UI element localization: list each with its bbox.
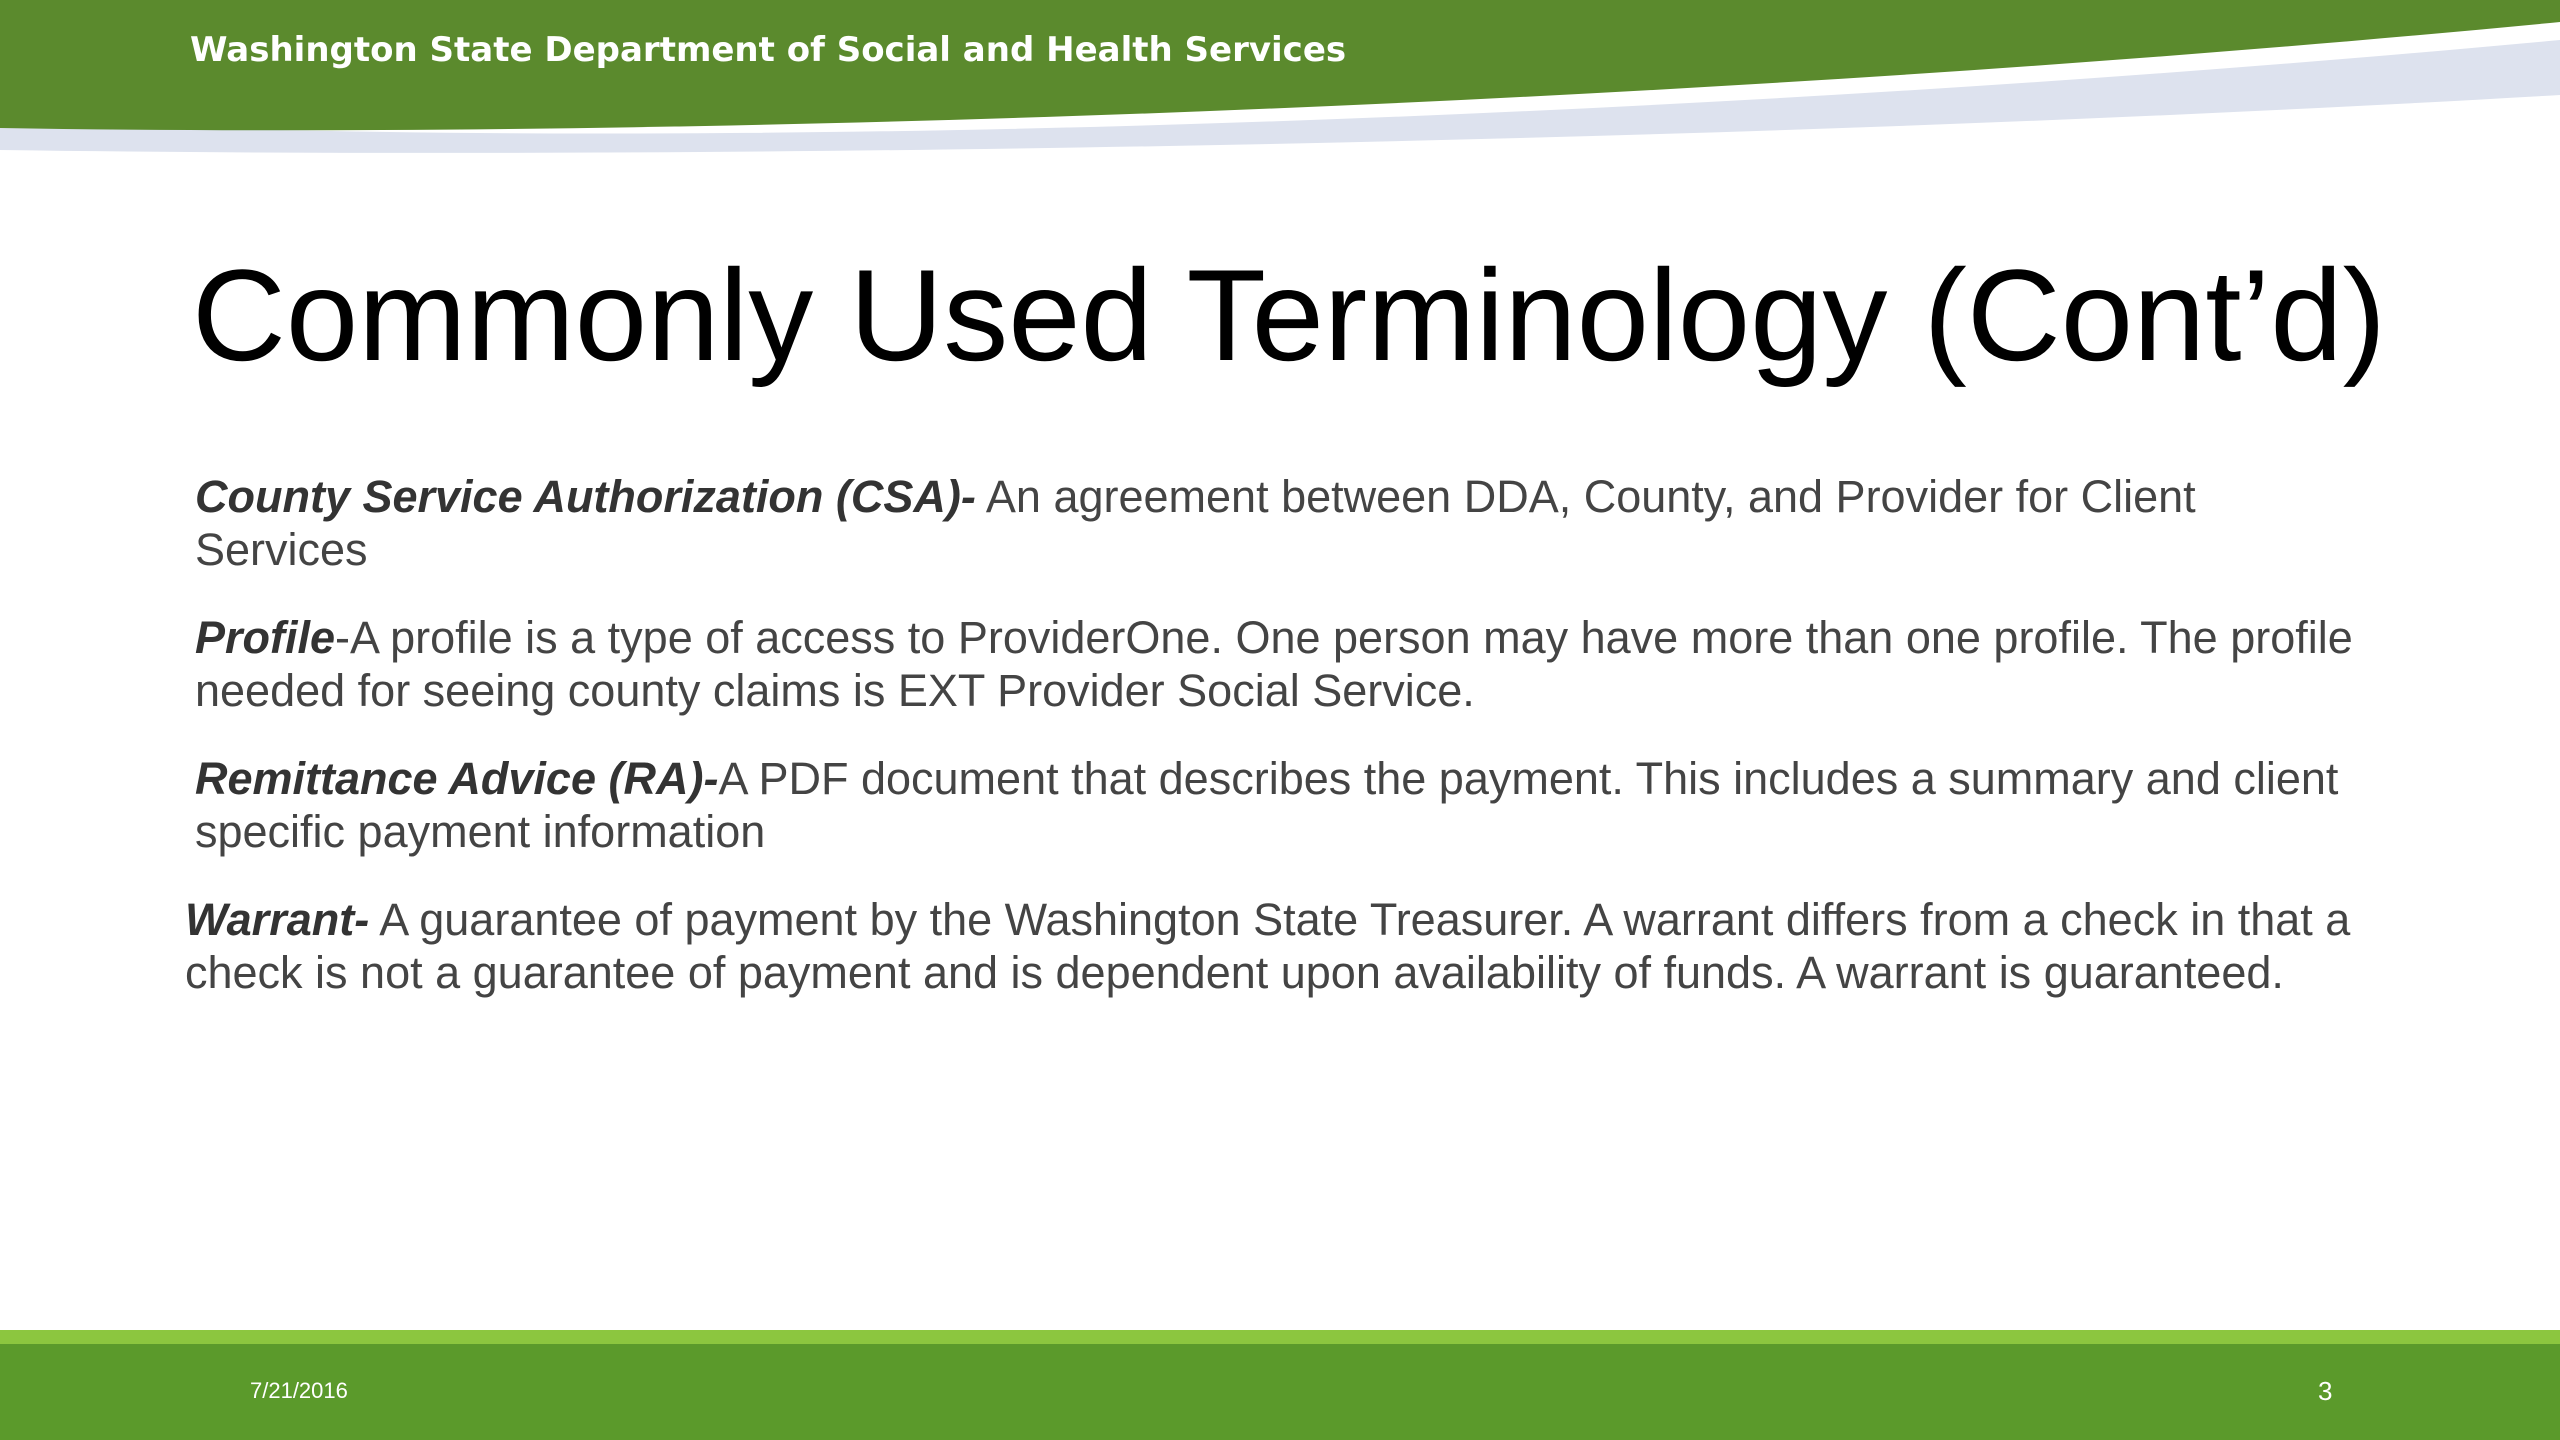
term-definition-remittance-advice (195, 752, 2365, 858)
page-number: 3 (2318, 1376, 2333, 1406)
term-text: -A profile is a type of access to ProviderOne. One person may have more than one profile. The profile needed for seeing county claims is EXT Provider Social Service. (195, 612, 2353, 716)
header-banner (0, 0, 2560, 160)
slide-title: Commonly Used Terminology (Cont’d) (192, 242, 2386, 388)
footer-date: 7/21/2016 (250, 1378, 348, 1403)
term-name: Warrant- (185, 894, 370, 945)
term-name: Remittance Advice (RA)- (195, 753, 719, 804)
term-text: A PDF document that describes the payment. This includes a summary and client specific payment information (195, 753, 2339, 857)
footer-bar (0, 1330, 2560, 1440)
term-text: An agreement between DDA, County, and Provider for Client Services (195, 471, 2196, 575)
term-definition-csa (195, 470, 2365, 576)
term-text: A guarantee of payment by the Washington State Treasurer. A warrant differs from a check in that a check is not a guarantee of payment and is dependent upon availability of funds. A warrant is guaranteed. (185, 894, 2351, 998)
term-name: Profile (195, 612, 336, 663)
term-name: County Service Authorization (CSA)- (195, 471, 976, 522)
footer-band (0, 1344, 2560, 1440)
term-definition-warrant (185, 893, 2365, 999)
footer-accent-stripe (0, 1330, 2560, 1344)
organization-name: Washington State Department of Social and Health Services (190, 30, 1347, 70)
term-definition-profile (195, 611, 2365, 717)
